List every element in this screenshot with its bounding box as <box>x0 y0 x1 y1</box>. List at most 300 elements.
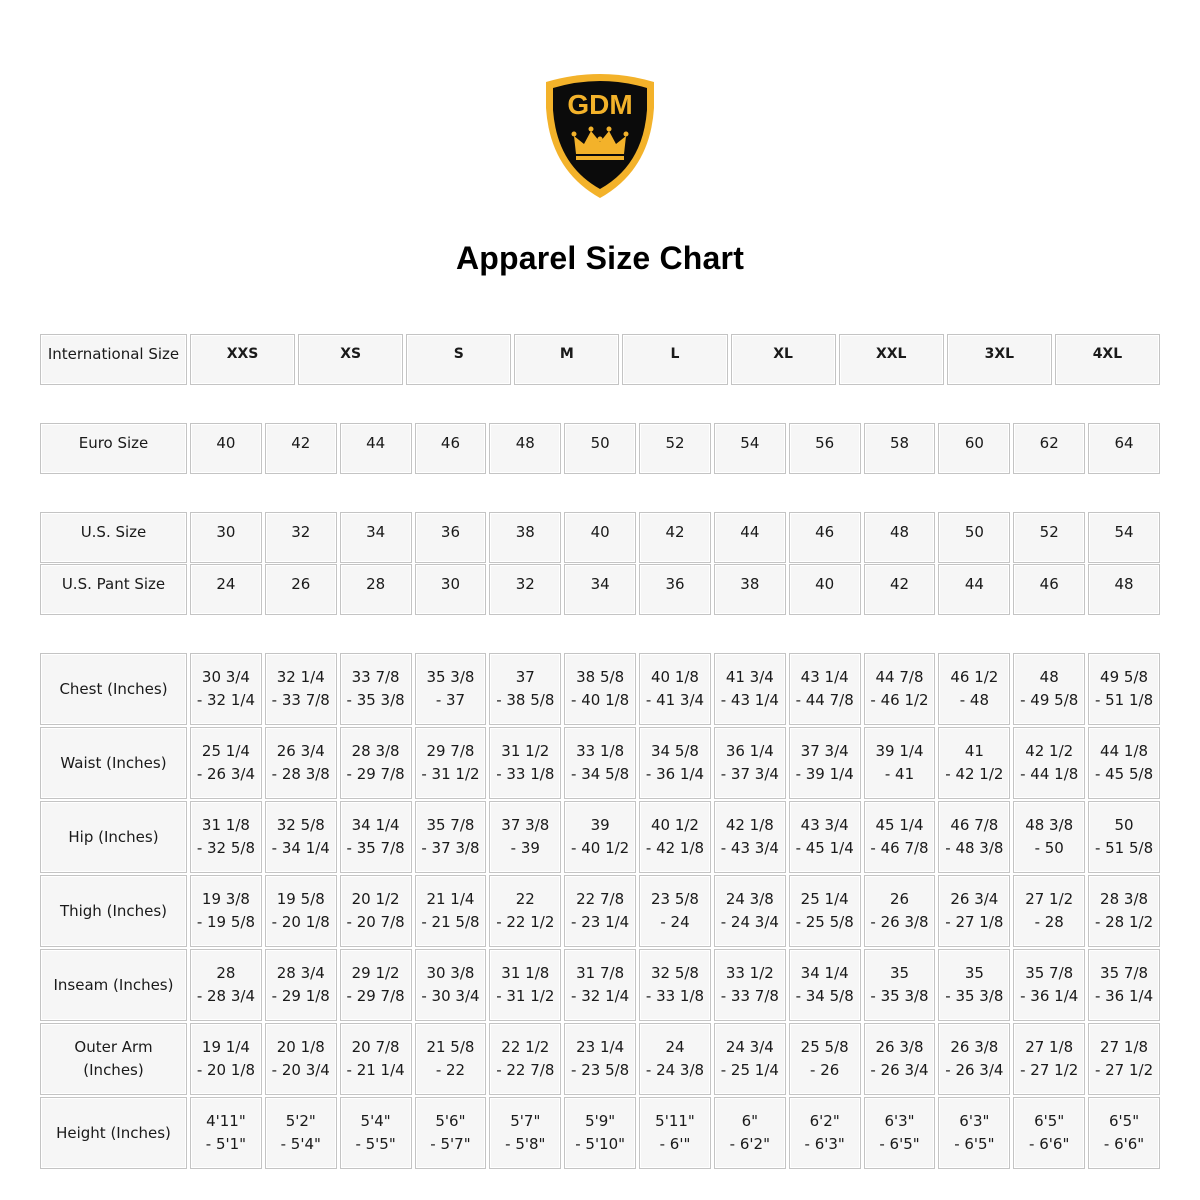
measurement-cell-line: 22 7/8 <box>576 890 625 908</box>
measurement-cell-line: 29 7/8 <box>426 742 475 760</box>
us-pant-size-cell: 40 <box>789 564 861 615</box>
measurement-cell-line: 39 <box>590 816 610 834</box>
measurement-cell-line: 30 3/4 <box>201 668 250 686</box>
measurement-cell-line: 22 <box>515 890 535 908</box>
measurement-cell-line: - 40 1/8 <box>571 691 630 709</box>
measurement-cell <box>190 727 262 799</box>
measurement-label <box>40 727 187 799</box>
measurement-cell-line: 42 1/8 <box>725 816 774 834</box>
measurement-cell <box>1088 727 1160 799</box>
measurement-cell-line: - 6'6" <box>1103 1135 1145 1153</box>
measurement-cell <box>938 1023 1010 1095</box>
measurement-cell <box>190 949 262 1021</box>
measurement-cell-line: 25 5/8 <box>800 1038 849 1056</box>
measurement-cell <box>714 653 786 725</box>
measurement-cell-line: - 38 5/8 <box>496 691 555 709</box>
measurement-cell-line: 31 1/8 <box>501 964 550 982</box>
measurement-cell-line: 5'2" <box>285 1112 316 1130</box>
measurement-cell-line: - 28 1/2 <box>1094 913 1154 931</box>
measurement-cell-line: - 32 5/8 <box>196 839 256 857</box>
measurement-cell-line: 5'7" <box>510 1112 541 1130</box>
measurement-cell-line: - 31 1/2 <box>496 987 555 1005</box>
measurement-cell <box>564 949 636 1021</box>
measurement-cell-line: 26 3/8 <box>875 1038 924 1056</box>
euro-size-cell: 56 <box>789 423 861 474</box>
measurement-cell <box>415 875 487 947</box>
measurement-cell <box>489 1097 561 1169</box>
measurement-label <box>40 875 187 947</box>
measurement-cell-line: 41 <box>964 742 984 760</box>
international-size-cell: M <box>514 334 619 385</box>
measurement-cell-line: - 5'7" <box>430 1135 471 1153</box>
us-size-cell: 40 <box>564 512 636 563</box>
international-size-cell: 4XL <box>1055 334 1160 385</box>
euro-size-cell: 62 <box>1013 423 1085 474</box>
measurement-cell-line: 21 5/8 <box>426 1038 475 1056</box>
euro-size-cell: 48 <box>489 423 561 474</box>
measurement-cell-line: 34 5/8 <box>650 742 699 760</box>
us-size-cell: 50 <box>938 512 1010 563</box>
measurement-cell-line: - 30 3/4 <box>421 987 480 1005</box>
us-pant-size-cell: 32 <box>489 564 561 615</box>
international-size-cell: XXL <box>839 334 944 385</box>
measurement-cell <box>340 801 412 873</box>
measurement-cell <box>639 1023 711 1095</box>
measurement-cell <box>564 653 636 725</box>
international-size-cell: XL <box>731 334 836 385</box>
measurement-cell <box>938 1097 1010 1169</box>
measurement-cell-line: 27 1/8 <box>1100 1038 1149 1056</box>
international-size-cell: S <box>406 334 511 385</box>
measurement-label <box>40 653 187 725</box>
measurement-cell <box>639 727 711 799</box>
us-pant-size-cell: 26 <box>265 564 337 615</box>
measurement-cell <box>415 949 487 1021</box>
measurement-cell <box>789 1097 861 1169</box>
measurement-cell <box>938 949 1010 1021</box>
measurement-cell <box>864 727 936 799</box>
measurement-label-line: Chest (Inches) <box>59 679 168 698</box>
measurement-cell <box>1013 1023 1085 1095</box>
us-size-cell: 38 <box>489 512 561 563</box>
measurement-cell <box>1013 801 1085 873</box>
measurement-cell <box>789 875 861 947</box>
measurement-cell-line: - 29 1/8 <box>271 987 330 1005</box>
measurement-label-line: Thigh (Inches) <box>59 901 168 920</box>
measurement-cell-line: - 33 7/8 <box>720 987 779 1005</box>
measurement-cell <box>789 801 861 873</box>
measurement-cell-line: 6'5" <box>1108 1112 1140 1130</box>
measurement-cell-line: 28 3/8 <box>351 742 400 760</box>
measurement-cell-line: - 36 1/4 <box>645 765 705 783</box>
measurement-cell-line: 42 1/2 <box>1025 742 1074 760</box>
measurement-cell <box>489 727 561 799</box>
measurement-cell-line: 28 3/8 <box>1100 890 1149 908</box>
measurement-cell-line: 28 <box>216 964 236 982</box>
measurement-cell-line: 50 <box>1114 816 1134 834</box>
measurement-cell-line: - 33 7/8 <box>271 691 330 709</box>
measurement-cell-line: - 6'5" <box>954 1135 995 1153</box>
measurement-cell-line: - 26 3/4 <box>945 1061 1004 1079</box>
measurement-cell-line: 32 5/8 <box>650 964 699 982</box>
measurement-cell <box>864 653 936 725</box>
measurement-cell-line: 20 7/8 <box>351 1038 400 1056</box>
measurement-cell <box>564 801 636 873</box>
measurement-cell-line: 29 1/2 <box>351 964 400 982</box>
measurement-cell <box>564 1097 636 1169</box>
measurement-cell <box>340 1097 412 1169</box>
measurement-cell <box>1013 949 1085 1021</box>
measurement-cell-line: - 20 7/8 <box>346 913 405 931</box>
measurement-cell-line: - 20 3/4 <box>271 1061 330 1079</box>
measurement-label-line: Waist (Inches) <box>60 753 167 772</box>
measurement-cell-line: - 5'1" <box>205 1135 247 1153</box>
measurement-cell-line: 32 1/4 <box>276 668 325 686</box>
euro-size-cell: 46 <box>415 423 487 474</box>
measurement-cell-line: 35 7/8 <box>1100 964 1149 982</box>
measurement-cell <box>864 949 936 1021</box>
measurement-cell-line: 5'9" <box>585 1112 616 1130</box>
euro-size-cell: 40 <box>190 423 262 474</box>
measurement-cell <box>938 875 1010 947</box>
measurement-cell <box>340 1023 412 1095</box>
measurement-cell-line: 6'2" <box>809 1112 840 1130</box>
measurement-cell-line: 34 1/4 <box>800 964 849 982</box>
us-pant-size-row <box>40 564 1160 615</box>
measurement-cell-line: 26 <box>889 890 910 908</box>
measurement-cell <box>265 1023 337 1095</box>
measurement-cell-line: - 37 <box>435 691 466 709</box>
measurement-cell-line: - 36 1/4 <box>1020 987 1079 1005</box>
measurement-cell-line: 32 5/8 <box>276 816 325 834</box>
measurement-cell <box>415 801 487 873</box>
measurement-label <box>40 949 187 1021</box>
measurement-cell-line: - 20 1/8 <box>271 913 330 931</box>
measurement-cell <box>265 801 337 873</box>
measurement-cell-line: 23 5/8 <box>650 890 699 908</box>
measurement-cell-line: - 24 <box>660 913 690 931</box>
measurement-cell <box>639 653 711 725</box>
us-size-cell: 48 <box>864 512 936 563</box>
measurement-cell-line: 35 7/8 <box>1025 964 1074 982</box>
us-pant-size-label: U.S. Pant Size <box>40 564 187 615</box>
measurement-cell-line: 6'5" <box>1034 1112 1065 1130</box>
measurement-cell-line: - 22 <box>435 1061 466 1079</box>
measurement-cell-line: - 51 5/8 <box>1094 839 1154 857</box>
measurement-cell-line: - 29 7/8 <box>346 987 405 1005</box>
measurement-label <box>40 1097 187 1169</box>
us-pant-size-cell: 42 <box>864 564 936 615</box>
us-pant-size-cell: 34 <box>564 564 636 615</box>
measurement-cell <box>864 875 936 947</box>
measurement-cell <box>265 1097 337 1169</box>
measurement-row <box>40 727 1160 799</box>
measurement-cell <box>714 949 786 1021</box>
measurement-cell-line: 35 <box>889 964 910 982</box>
us-size-cell: 34 <box>340 512 412 563</box>
measurement-cell-line: - 46 1/2 <box>870 691 929 709</box>
us-pant-size-cell: 44 <box>938 564 1010 615</box>
measurement-cell-line: - 45 5/8 <box>1094 765 1154 783</box>
measurement-cell-line: 25 1/4 <box>201 742 250 760</box>
measurement-cell <box>489 949 561 1021</box>
measurement-cell <box>938 801 1010 873</box>
measurement-cell <box>1013 875 1085 947</box>
measurement-cell-line: 35 3/8 <box>426 668 475 686</box>
measurement-cell <box>265 949 337 1021</box>
measurement-cell-line: 49 5/8 <box>1100 668 1149 686</box>
measurement-cell <box>789 653 861 725</box>
measurement-cell <box>564 727 636 799</box>
measurement-cell-line: 20 1/2 <box>351 890 400 908</box>
measurement-cell-line: 33 7/8 <box>351 668 400 686</box>
measurement-cell-line: - 31 1/2 <box>421 765 480 783</box>
measurement-cell-line: - 42 1/8 <box>645 839 705 857</box>
measurement-cell-line: 44 7/8 <box>875 668 924 686</box>
measurement-cell <box>340 653 412 725</box>
measurement-cell-line: - 5'5" <box>355 1135 396 1153</box>
measurement-cell <box>639 1097 711 1169</box>
measurement-cell <box>415 1023 487 1095</box>
measurement-cell-line: 26 3/4 <box>950 890 999 908</box>
measurement-cell-line: - 39 1/4 <box>795 765 854 783</box>
measurement-cell-line: - 27 1/2 <box>1094 1061 1154 1079</box>
measurement-cell-line: - 23 5/8 <box>571 1061 630 1079</box>
measurement-cell <box>1013 727 1085 799</box>
measurement-cell <box>1013 1097 1085 1169</box>
international-size-cell: XS <box>298 334 403 385</box>
measurement-cell-line: 40 1/8 <box>650 668 699 686</box>
measurement-cell <box>1088 801 1160 873</box>
measurement-cell <box>938 727 1010 799</box>
euro-size-row <box>40 423 1160 474</box>
measurement-cell-line: 28 3/4 <box>276 964 325 982</box>
measurement-cell-line: - 37 3/8 <box>421 839 480 857</box>
measurement-cell-line: 41 3/4 <box>725 668 774 686</box>
measurement-cell-line: 24 3/8 <box>725 890 774 908</box>
measurement-cell-line: 38 5/8 <box>576 668 625 686</box>
measurement-cell <box>864 801 936 873</box>
international-size-cell: 3XL <box>947 334 1052 385</box>
measurement-cell-line: 25 1/4 <box>800 890 849 908</box>
measurement-cell-line: 34 1/4 <box>351 816 400 834</box>
measurement-cell-line: 21 1/4 <box>426 890 475 908</box>
measurement-label-line: Outer Arm <box>74 1038 153 1056</box>
measurement-cell <box>714 1023 786 1095</box>
measurement-cell-line: 4'11" <box>206 1112 246 1130</box>
measurement-cell-line: - 33 1/8 <box>645 987 705 1005</box>
measurement-cell <box>564 875 636 947</box>
measurement-cell-line: 27 1/2 <box>1025 890 1074 908</box>
measurement-cell <box>1088 1023 1160 1095</box>
measurement-cell-line: - 6'" <box>659 1135 691 1153</box>
measurement-cell <box>564 1023 636 1095</box>
us-size-row <box>40 512 1160 563</box>
measurement-cell-line: 37 3/4 <box>800 742 849 760</box>
measurement-cell <box>864 1023 936 1095</box>
measurement-cell-line: 26 3/4 <box>276 742 325 760</box>
measurement-row <box>40 949 1160 1021</box>
measurement-cell-line: - 25 5/8 <box>795 913 854 931</box>
measurement-cell-line: - 6'6" <box>1029 1135 1070 1153</box>
measurement-row <box>40 1023 1160 1095</box>
measurement-cell-line: - 6'2" <box>729 1135 770 1153</box>
us-size-cell: 32 <box>265 512 337 563</box>
euro-size-cell: 50 <box>564 423 636 474</box>
measurement-cell <box>714 801 786 873</box>
measurement-cell <box>190 1023 262 1095</box>
measurement-cell-line: - 44 1/8 <box>1020 765 1079 783</box>
measurement-cell <box>190 875 262 947</box>
measurement-cell-line: 5'6" <box>435 1112 466 1130</box>
measurement-cell-line: 6'3" <box>884 1112 915 1130</box>
measurement-cell-line: - 29 7/8 <box>346 765 405 783</box>
us-size-cell: 52 <box>1013 512 1085 563</box>
measurement-cell-line: 35 <box>964 964 984 982</box>
measurement-cell-line: - 42 1/2 <box>945 765 1004 783</box>
measurement-cell-line: - 5'4" <box>280 1135 321 1153</box>
measurement-cell-line: - 33 1/8 <box>496 765 555 783</box>
euro-size-cell: 64 <box>1088 423 1160 474</box>
measurement-cell <box>340 727 412 799</box>
euro-size-cell: 54 <box>714 423 786 474</box>
measurement-cell-line: - 50 <box>1034 839 1064 857</box>
measurement-cell-line: - 43 3/4 <box>720 839 779 857</box>
measurement-cell <box>340 949 412 1021</box>
measurement-cell-line: - 41 <box>884 765 915 783</box>
euro-size-cell: 58 <box>864 423 936 474</box>
measurement-cell-line: - 26 3/4 <box>196 765 256 783</box>
measurement-cell-line: - 21 5/8 <box>421 913 480 931</box>
measurement-cell-line: 48 3/8 <box>1025 816 1074 834</box>
measurement-cell-line: 33 1/8 <box>576 742 625 760</box>
measurement-cell-line: 23 1/4 <box>576 1038 625 1056</box>
measurement-cell-line: - 28 3/8 <box>271 765 330 783</box>
measurement-cell-line: 31 1/8 <box>201 816 250 834</box>
measurement-cell-line: 33 1/2 <box>725 964 774 982</box>
measurement-cell-line: - 35 3/8 <box>346 691 405 709</box>
measurement-cell <box>714 727 786 799</box>
euro-size-cell: 52 <box>639 423 711 474</box>
measurement-cell-line: - 39 <box>510 839 540 857</box>
measurement-cell-line: - 34 1/4 <box>271 839 330 857</box>
us-size-cell: 30 <box>190 512 262 563</box>
measurement-cell-line: 26 3/8 <box>950 1038 999 1056</box>
measurement-cell <box>789 1023 861 1095</box>
measurement-label <box>40 801 187 873</box>
measurement-cell-line: - 22 7/8 <box>496 1061 555 1079</box>
measurement-cell-line: 6" <box>741 1112 759 1130</box>
measurement-cell-line: 35 7/8 <box>426 816 475 834</box>
measurement-cell <box>639 949 711 1021</box>
measurement-label-line: Inseam (Inches) <box>53 975 174 994</box>
us-size-cell: 44 <box>714 512 786 563</box>
measurement-cell-line: 37 <box>515 668 535 686</box>
measurement-cell <box>489 801 561 873</box>
measurement-cell-line: - 49 5/8 <box>1020 691 1079 709</box>
measurement-cell-line: 22 1/2 <box>501 1038 550 1056</box>
measurement-cell <box>789 727 861 799</box>
measurement-cell-line: 43 3/4 <box>800 816 849 834</box>
measurement-label-line: Height (Inches) <box>56 1123 171 1142</box>
measurement-cell <box>415 653 487 725</box>
measurement-cell <box>265 653 337 725</box>
measurement-cell-line: - 35 3/8 <box>945 987 1004 1005</box>
measurement-cell <box>489 653 561 725</box>
measurement-cell-line: - 41 3/4 <box>645 691 705 709</box>
measurement-cell <box>864 1097 936 1169</box>
measurement-label <box>40 1023 187 1095</box>
measurement-cell-line: - 24 3/8 <box>645 1061 705 1079</box>
measurement-cell-line: - 26 3/8 <box>870 913 929 931</box>
measurement-cell-line: - 27 1/8 <box>945 913 1004 931</box>
measurement-cell-line: 19 5/8 <box>276 890 325 908</box>
measurement-cell <box>190 653 262 725</box>
measurement-cell-line: - 48 <box>959 691 989 709</box>
measurement-cell-line: - 35 7/8 <box>346 839 405 857</box>
measurement-cell-line: - 24 3/4 <box>720 913 779 931</box>
euro-size-cell: 42 <box>265 423 337 474</box>
page-title: Apparel Size Chart <box>455 240 745 276</box>
measurement-cell <box>1088 875 1160 947</box>
measurement-cell-line: - 25 1/4 <box>720 1061 779 1079</box>
us-pant-size-cell: 46 <box>1013 564 1085 615</box>
measurement-cell-line: - 36 1/4 <box>1094 987 1154 1005</box>
measurement-cell-line: - 19 5/8 <box>196 913 256 931</box>
measurement-cell <box>789 949 861 1021</box>
measurement-cell-line: - 28 <box>1034 913 1064 931</box>
measurement-cell-line: - 22 1/2 <box>496 913 555 931</box>
measurement-cell-line: 39 1/4 <box>875 742 924 760</box>
measurement-cell-line: - 5'8" <box>505 1135 546 1153</box>
measurement-cell <box>415 727 487 799</box>
measurement-cell <box>639 801 711 873</box>
measurement-cell-line: - 26 3/4 <box>870 1061 929 1079</box>
us-size-cell: 42 <box>639 512 711 563</box>
measurement-cell-line: - 28 3/4 <box>196 987 256 1005</box>
measurement-cell <box>415 1097 487 1169</box>
measurement-cell-line: 24 <box>665 1038 685 1056</box>
measurement-row <box>40 1097 1160 1169</box>
measurement-cell-line: - 48 3/8 <box>945 839 1004 857</box>
measurement-row <box>40 801 1160 873</box>
measurement-cell <box>190 801 262 873</box>
measurement-cell <box>489 875 561 947</box>
us-size-cell: 36 <box>415 512 487 563</box>
measurement-cell <box>1088 1097 1160 1169</box>
measurement-cell-line: 24 3/4 <box>725 1038 774 1056</box>
measurement-cell <box>489 1023 561 1095</box>
measurement-cell-line: - 32 1/4 <box>571 987 630 1005</box>
measurement-cell <box>265 875 337 947</box>
measurement-cell-line: 19 3/8 <box>201 890 250 908</box>
measurement-cell-line: 48 <box>1039 668 1059 686</box>
measurement-cell-line: 30 3/8 <box>426 964 475 982</box>
euro-size-cell: 60 <box>938 423 1010 474</box>
measurement-cell-line: 36 1/4 <box>725 742 774 760</box>
measurement-cell-line: - 34 5/8 <box>571 765 630 783</box>
gdm-shield-logo <box>538 68 662 204</box>
measurement-row <box>40 875 1160 947</box>
measurement-cell-line: 40 1/2 <box>650 816 699 834</box>
measurement-cell <box>714 1097 786 1169</box>
international-size-row <box>40 334 1160 385</box>
measurement-cell-line: 19 1/4 <box>201 1038 250 1056</box>
measurement-cell <box>265 727 337 799</box>
us-size-cell: 46 <box>789 512 861 563</box>
measurement-cell-line: 46 1/2 <box>950 668 999 686</box>
international-size-cell: XXS <box>190 334 295 385</box>
